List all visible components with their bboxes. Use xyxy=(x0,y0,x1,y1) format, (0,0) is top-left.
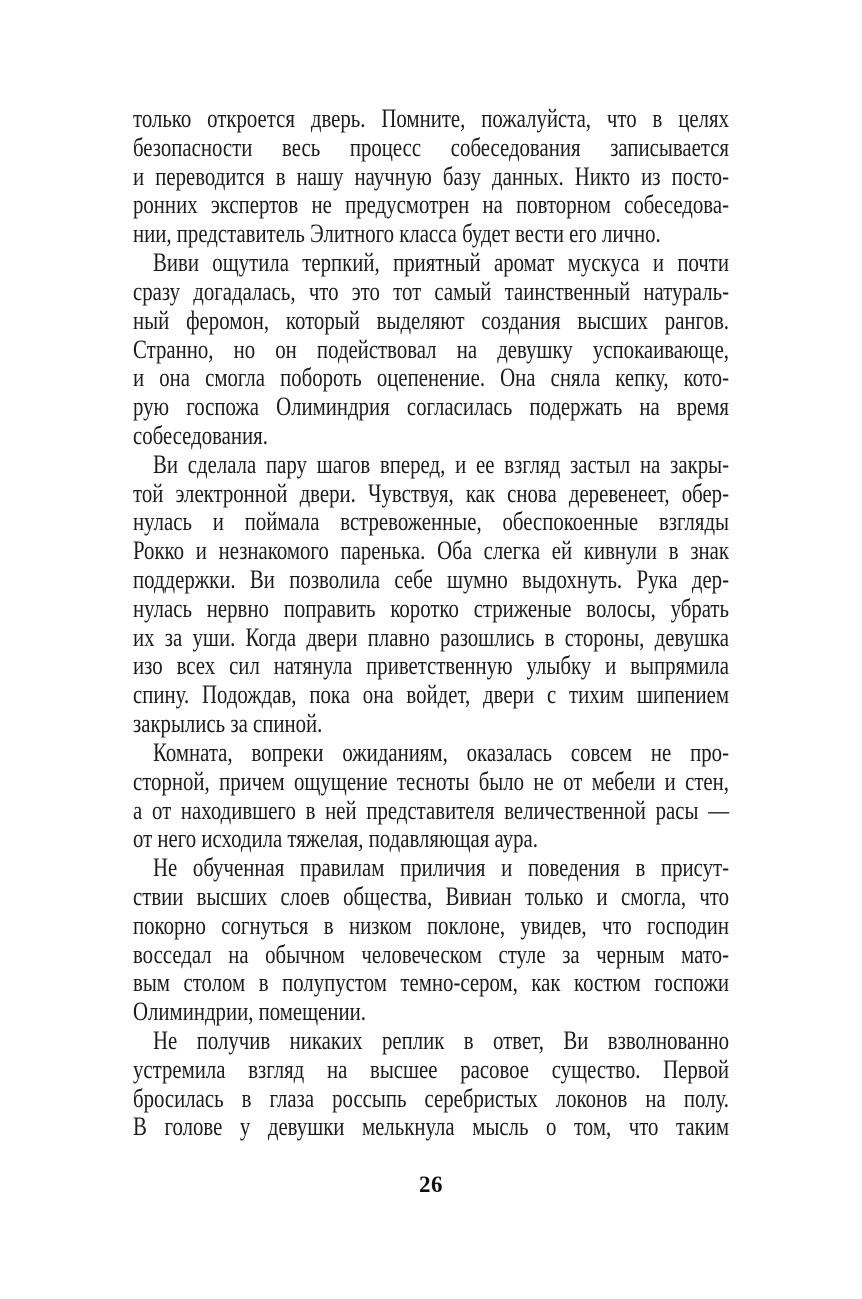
text-line: Олиминдрии, помещении. xyxy=(133,997,366,1027)
page-text xyxy=(133,105,729,1142)
text-line: Не обученная правилам приличия и поведения в присут- xyxy=(153,853,729,883)
text-line: закрылись за спиной. xyxy=(133,709,323,739)
text-line: Рокко и незнакомого паренька. Оба слегка ей кивнули в знак xyxy=(133,536,729,566)
text-line: сторной, причем ощущение тесноты было не от мебели и стен, xyxy=(133,766,729,796)
text-line: рую госпожа Олиминдрия согласилась подержать на время xyxy=(133,392,729,422)
text-line: ствии высших слоев общества, Вивиан только и смогла, что xyxy=(133,881,729,911)
text-line: и она смогла побороть оцепенение. Она сняла кепку, кото- xyxy=(133,363,729,393)
text-line: вым столом в полупустом темно-сером, как костюм госпожи xyxy=(133,968,729,998)
text-line: той электронной двери. Чувствуя, как снова деревенеет, обер- xyxy=(133,478,729,508)
text-line: Ви сделала пару шагов вперед, и ее взгляд застыл на закры- xyxy=(153,449,729,479)
text-line: Комната, вопреки ожиданиям, оказалась совсем не про- xyxy=(153,737,729,767)
text-line: В голове у девушки мелькнула мысль о том, что таким xyxy=(133,1112,729,1142)
text-line: нии, представитель Элитного класса будет вести его лично. xyxy=(133,219,661,249)
text-line: собеседования. xyxy=(133,420,268,450)
text-line: нулась и поймала встревоженные, обеспокоенные взгляды xyxy=(133,507,729,537)
text-line: Не получив никаких реплик в ответ, Ви взволнованно xyxy=(153,1026,729,1055)
text-line: нулась нервно поправить коротко стриженые волосы, убрать xyxy=(133,593,729,623)
text-line: Виви ощутила терпкий, приятный аромат мускуса и почти xyxy=(153,248,729,278)
text-line: и переводится в нашу научную базу данных. Никто из посто- xyxy=(133,161,729,191)
text-line: бросилась в глаза россыпь серебристых локонов на полу. xyxy=(133,1083,729,1113)
text-line: ронних экспертов не предусмотрен на повторном собеседова- xyxy=(133,190,729,220)
text-line: их за уши. Когда двери плавно разошлись в стороны, девушка xyxy=(133,622,729,652)
page-number: 26 xyxy=(419,1172,443,1197)
text-line: спину. Подождав, пока она войдет, двери с тихим шипением xyxy=(133,680,729,710)
text-line: только откроется дверь. Помните, пожалуйста, что в целях xyxy=(133,104,729,133)
text-line: а от находившего в ней представителя величественной расы — xyxy=(133,795,729,825)
text-line: безопасности весь процесс собеседования записывается xyxy=(133,132,729,162)
text-line: сразу догадалась, что это тот самый таинственный натураль- xyxy=(133,276,729,306)
text-line: покорно согнуться в низком поклоне, увидев, что господин xyxy=(133,910,729,940)
text-line: изо всех сил натянула приветственную улыбку и выпрямила xyxy=(133,651,729,681)
text-line: ный феромон, который выделяют создания высших рангов. xyxy=(133,305,729,335)
text-line: Странно, но он подействовал на девушку успокаивающе, xyxy=(133,334,729,364)
text-line: поддержки. Ви позволила себе шумно выдохнуть. Рука дер- xyxy=(133,565,729,594)
text-line: от него исходила тяжелая, подавляющая аура. xyxy=(133,824,538,854)
text-line: восседал на обычном человеческом стуле за черным мато- xyxy=(133,939,729,969)
text-line: устремила взгляд на высшее расовое существо. Первой xyxy=(133,1054,729,1084)
